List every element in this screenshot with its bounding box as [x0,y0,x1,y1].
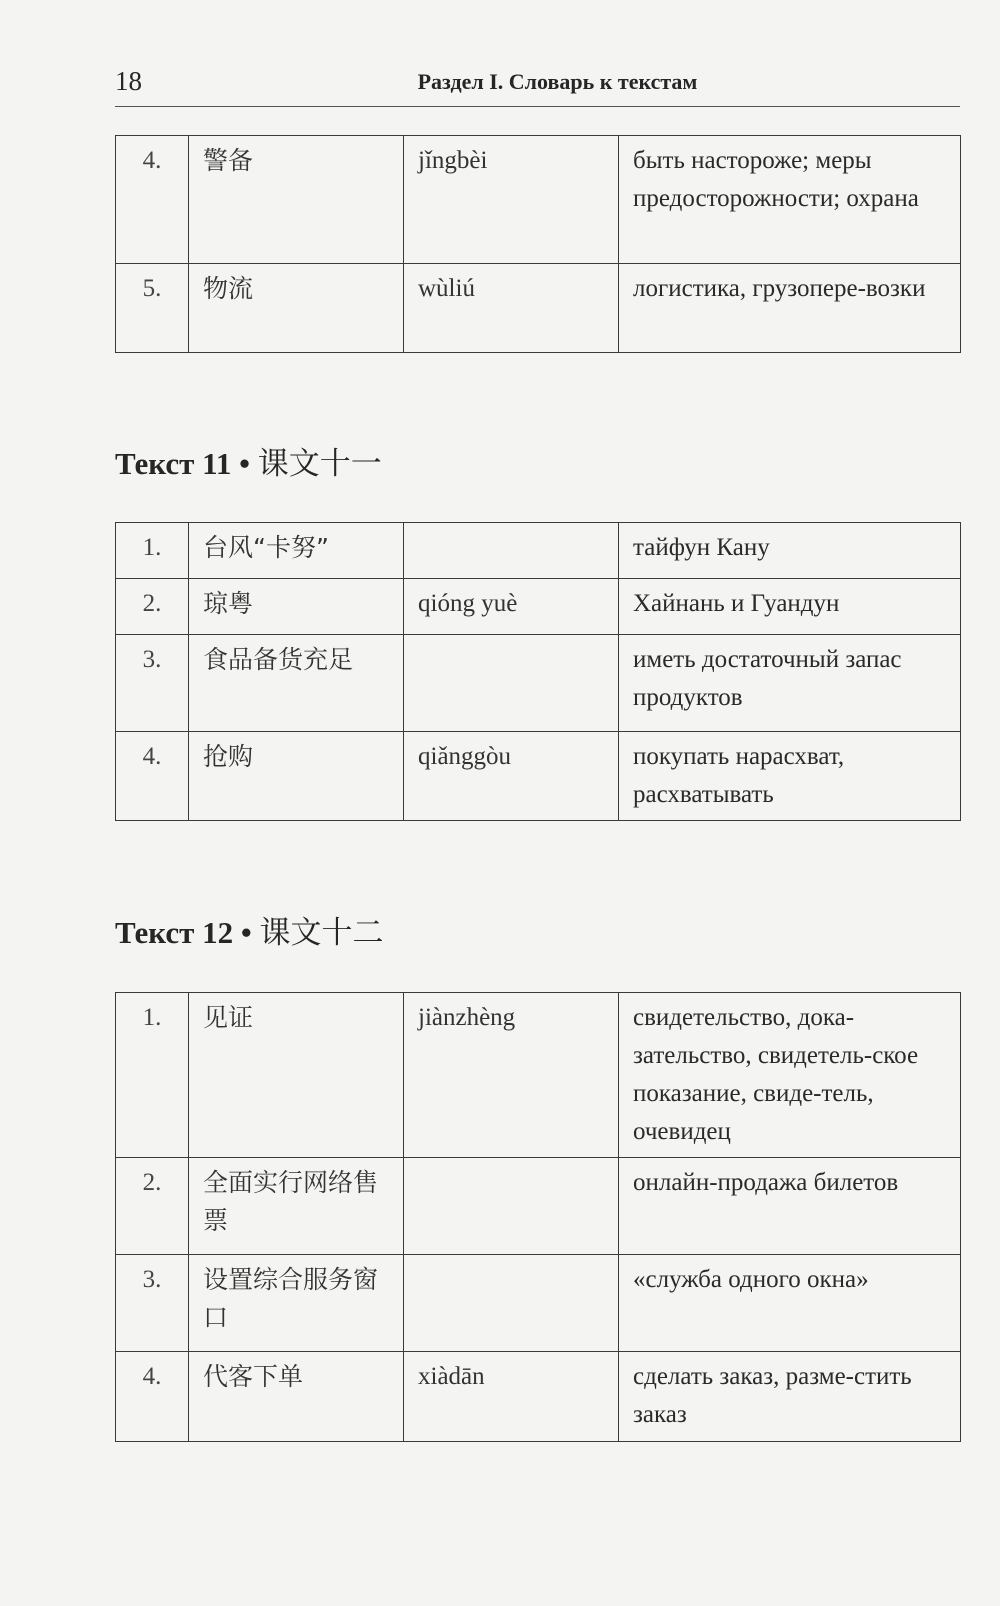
row-number: 2. [116,579,189,635]
row-number: 2. [116,1158,189,1255]
vocab-table-text-12 [115,992,961,1442]
section-title-ru: Текст 12 [115,915,234,950]
chinese-term: 台风“卡努” [189,523,404,579]
pinyin: jǐngbèi [404,136,619,264]
table-row [116,993,961,1158]
row-number: 1. [116,523,189,579]
table-row [116,1255,961,1352]
section-title-cn: 课文十二 [259,915,384,951]
russian-translation: онлайн-продажа билетов [619,1158,961,1255]
russian-translation: логистика, грузопере-возки [619,264,961,353]
bullet: • [239,446,250,481]
chinese-term: 警备 [189,136,404,264]
row-number: 4. [116,1352,189,1442]
russian-translation: Хайнань и Гуандун [619,579,961,635]
pinyin: jiànzhèng [404,993,619,1158]
chinese-term: 抢购 [189,732,404,821]
page-number: 18 [115,66,142,96]
russian-translation: быть настороже; меры предосторожности; охрана [619,136,961,264]
section-title-ru: Текст 11 [115,446,232,481]
section-heading-text-11 [115,438,382,483]
pinyin [404,523,619,579]
chinese-term: 见证 [189,993,404,1158]
table-row [116,1158,961,1255]
pinyin [404,635,619,732]
pinyin [404,1255,619,1352]
chinese-term: 代客下单 [189,1352,404,1442]
chinese-term: 全面实行网络售票 [189,1158,404,1255]
table-row [116,136,961,264]
chinese-term: 琼粤 [189,579,404,635]
table-row [116,264,961,353]
table-row [116,1352,961,1442]
chinese-term: 设置综合服务窗口 [189,1255,404,1352]
russian-translation: иметь достаточный запас продуктов [619,635,961,732]
row-number: 3. [116,1255,189,1352]
running-title: Раздел I. Словарь к текстам [417,69,698,94]
row-number: 4. [116,136,189,264]
section-heading-text-12 [115,907,383,952]
table-row [116,732,961,821]
vocab-table-previous [115,135,961,353]
pinyin: xiàdān [404,1352,619,1442]
chinese-term: 物流 [189,264,404,353]
row-number: 5. [116,264,189,353]
table-row [116,635,961,732]
pinyin: wùliú [404,264,619,353]
pinyin: qiǎnggòu [404,732,619,821]
pinyin: qióng yuè [404,579,619,635]
chinese-term: 食品备货充足 [189,635,404,732]
row-number: 1. [116,993,189,1158]
table-row [116,523,961,579]
russian-translation: тайфун Кану [619,523,961,579]
russian-translation: свидетельство, дока-зательство, свидетель-ское показание, свиде-тель, очевидец [619,993,961,1158]
russian-translation: сделать заказ, разме-стить заказ [619,1352,961,1442]
table-row [116,579,961,635]
section-title-cn: 课文十一 [257,446,382,482]
row-number: 4. [116,732,189,821]
pinyin [404,1158,619,1255]
running-header [115,64,960,107]
vocab-table-text-11 [115,522,961,821]
russian-translation: «служба одного окна» [619,1255,961,1352]
russian-translation: покупать нарасхват, расхватывать [619,732,961,821]
row-number: 3. [116,635,189,732]
bullet: • [240,915,252,950]
